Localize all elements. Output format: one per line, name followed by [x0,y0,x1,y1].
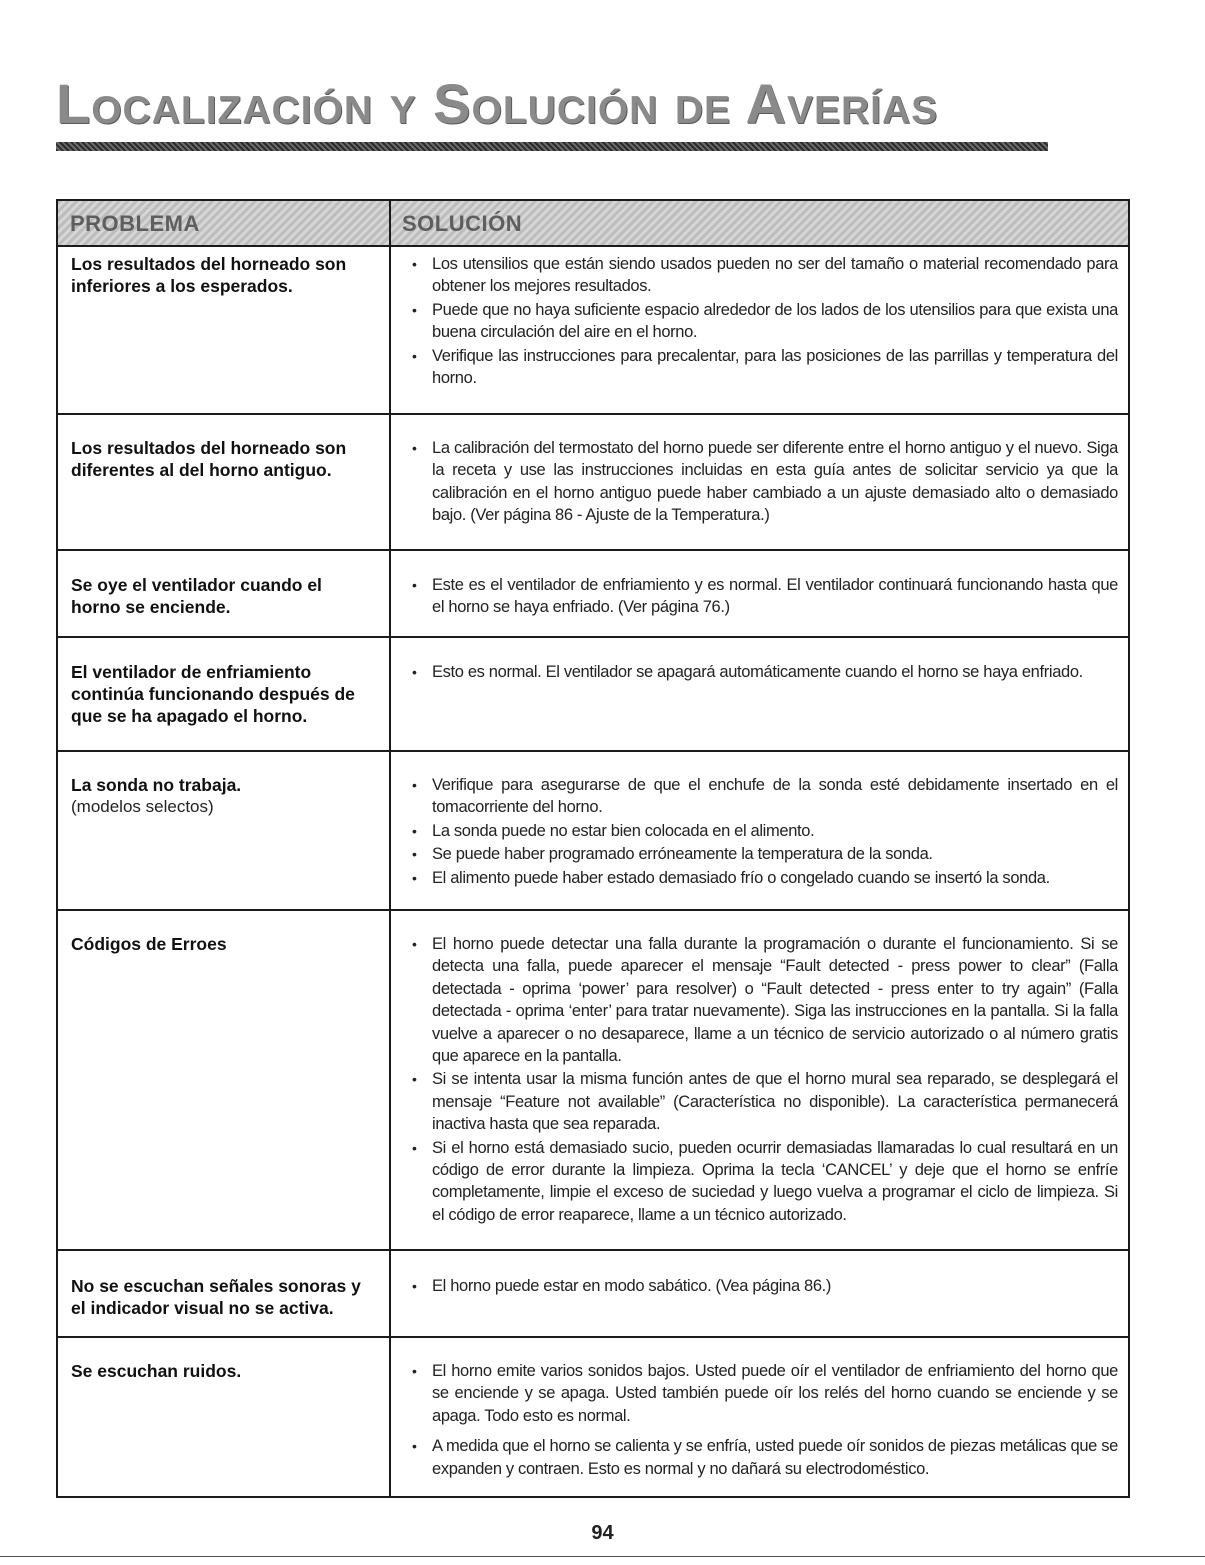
solution-list [410,1360,1118,1481]
problem-text: Se escuchan ruidos. [71,1361,242,1381]
problem-text: Los resultados del horneado son inferiores a los esperados. [71,254,347,296]
title-underline [56,142,1048,151]
problem-text: Códigos de Erroes [71,934,227,954]
table-row [58,911,1128,1251]
list-item: • Los utensilios que están siendo usados pueden no ser del tamaño o material recomendado para obtener los mejores resultados. [412,255,1118,296]
page-number: 94 [591,1522,614,1544]
list-item: • La calibración del termostato del horno puede ser diferente entre el horno antiguo y el nuevo. Siga la receta y use las instrucciones incluidas en esta guía antes de solicitar servicio ya que la calibración en el horno antiguo puede haber cambiado a un ajuste demasiado alto o demasiado bajo. (Ver página 86 - Ajuste de la Temperatura.) [412,439,1118,525]
solution-text: Si el horno está demasiado sucio, pueden ocurrir demasiadas llamaradas lo cual resultará en un código de error durante la limpieza. Oprima la tecla ‘CANCEL’ y deje que el horno se enfríe completamente, limpie el exceso de suciedad y luego vuelva a programar el ciclo de limpieza. Si el código de error reaparece, llame a un técnico autorizado. [432,1138,1118,1224]
problem-cell [71,774,371,818]
solution-text: El horno emite varios sonidos bajos. Usted puede oír el ventilador de enfriamiento del horno que se enciende y se apaga. Usted también puede oír los relés del horno cuando se enciende y se apaga. Todo esto es normal. [432,1362,1118,1425]
page-title: Localización y Solución de Averías [56,72,939,135]
list-item: • A medida que el horno se calienta y se enfría, usted puede oír sonidos de piezas metálicas que se expanden y contraen. Esto es normal y no dañará su electrodoméstico. [412,1437,1118,1478]
problem-text: No se escuchan señales sonoras y el indicador visual no se activa. [71,1276,361,1318]
solution-list [410,437,1118,528]
list-item: • La sonda puede no estar bien colocada en el alimento. [412,821,815,840]
solution-list [410,253,1118,390]
list-item: • El horno puede detectar una falla durante la programación o durante el funcionamiento. Si se detecta una falla, puede aparecer el mensaje “Fault detected - press power to clear” (Falla detectada - oprima ‘power’ para resolver) o “Fault detected - press enter to try again” (Falla detectada - oprima ‘enter’ para tratar nuevamente). Siga las instrucciones en la pantalla. Si la falla vuelve a aparecer o no desaparece, llame a un técnico de servicio autorizado o al número gratis que aparece en la pantalla. [412,935,1118,1066]
solution-text: La sonda puede no estar bien colocada en el alimento. [432,821,815,840]
solution-text: Se puede haber programado erróneamente la temperatura de la sonda. [432,845,933,864]
table-row [58,247,1128,415]
list-item: • Si se intenta usar la misma función antes de que el horno mural sea reparado, se desplegará el mensaje “Feature not available” (Característica no disponible). La característica permanecerá inactiva hasta que sea reparada. [412,1070,1118,1134]
header-problem: PROBLEMA [70,211,200,236]
list-item: • Puede que no haya suficiente espacio alrededor de los lados de los utensilios para que exista una buena circulación del aire en el horno. [412,300,1118,342]
solution-text: Este es el ventilador de enfriamiento y es normal. El ventilador continuará funcionando hasta que el horno se haya enfriado. (Ver página 76.) [432,576,1118,617]
list-item: • Verifique para asegurarse de que el enchufe de la sonda esté debidamente insertado en el tomacorriente del horno. [412,776,1118,817]
list-item: • Esto es normal. El ventilador se apagará automáticamente cuando el horno se haya enfriado. [412,663,1083,681]
solution-text: El alimento puede haber estado demasiado frío o congelado cuando se insertó la sonda. [432,868,1050,887]
problem-text: La sonda no trabaja. [71,775,242,795]
solution-list [410,574,1118,620]
list-item: • Si el horno está demasiado sucio, pueden ocurrir demasiadas llamaradas lo cual resultará en un código de error durante la limpieza. Oprima la tecla ‘CANCEL’ y deje que el horno se enfríe completamente, limpie el exceso de suciedad y luego vuelva a programar el ciclo de limpieza. Si el código de error reaparece, llame a un técnico autorizado. [412,1138,1118,1224]
solution-text: Los utensilios que están siendo usados pueden no ser del tamaño o material recomendado para obtener los mejores resultados. [432,255,1118,296]
list-item: • Se puede haber programado erróneamente la temperatura de la sonda. [412,845,933,864]
solution-text: La calibración del termostato del horno puede ser diferente entre el horno antiguo y el nuevo. Siga la receta y use las instrucciones incluidas en esta guía antes de solicitar servicio ya que la calibración en el horno antiguo puede haber cambiado a un ajuste demasiado alto o demasiado bajo. (Ver página 86 - Ajuste de la Temperatura.) [432,439,1118,525]
list-item: • Verifique las instrucciones para precalentar, para las posiciones de las parrillas y temperatura del horno. [412,346,1118,388]
solution-list [410,933,1118,1227]
bottom-rule [0,1556,1205,1557]
solution-text: Verifique las instrucciones para precalentar, para las posiciones de las parrillas y temperatura del horno. [432,346,1118,388]
solution-list [410,661,1118,684]
solution-text: Si se intenta usar la misma función antes de que el horno mural sea reparado, se desplegará el mensaje “Feature not available” (Característica no disponible). La característica permanecerá inactiva hasta que sea reparada. [432,1070,1118,1134]
table-header [58,201,1128,247]
table-row [58,1251,1128,1338]
troubleshooting-table [56,199,1130,1498]
header-solution: SOLUCIÓN [402,211,523,236]
solution-text: A medida que el horno se calienta y se enfría, usted puede oír sonidos de piezas metálicas que se expanden y contraen. Esto es normal y no dañará su electrodoméstico. [432,1437,1118,1478]
list-item: • El alimento puede haber estado demasiado frío o congelado cuando se insertó la sonda. [412,868,1050,887]
table-row [58,551,1128,638]
solution-list [410,774,1118,890]
list-item: • El horno emite varios sonidos bajos. Usted puede oír el ventilador de enfriamiento del horno que se enciende y se apaga. Usted también puede oír los relés del horno cuando se enciende y se apaga. Todo esto es normal. [412,1362,1118,1425]
list-item: • El horno puede estar en modo sabático. (Vea página 86.) [412,1277,832,1295]
solution-text: El horno puede detectar una falla durante la programación o durante el funcionamiento. Si se detecta una falla, puede aparecer el mensaje “Fault detected - press power to clear” (Falla detectada - oprima ‘power’ para resolver) o “Fault detected - press enter to try again” (Falla detectada - oprima ‘enter’ para tratar nuevamente). Siga las instrucciones en la pantalla. Si la falla vuelve a aparecer o no desaparece, llame a un técnico de servicio autorizado o al número gratis que aparece en la pantalla. [432,935,1118,1066]
problem-text: El ventilador de enfriamiento continúa funcionando después de que se ha apagado el horno. [71,662,355,726]
solution-text: Verifique para asegurarse de que el enchufe de la sonda esté debidamente insertado en el tomacorriente del horno. [432,776,1118,817]
table-row [58,752,1128,911]
table-row [58,1338,1128,1496]
solution-text: Esto es normal. El ventilador se apagará automáticamente cuando el horno se haya enfriado. [432,663,1083,681]
problem-text: Los resultados del horneado son diferentes al del horno antiguo. [71,438,347,480]
solution-list [410,1275,1118,1298]
column-divider [389,201,391,1496]
table-row [58,638,1128,752]
problem-note: (modelos selectos) [71,797,214,816]
table-row [58,415,1128,551]
solution-text: Puede que no haya suficiente espacio alrededor de los lados de los utensilios para que exista una buena circulación del aire en el horno. [432,300,1118,342]
solution-text: El horno puede estar en modo sabático. (Vea página 86.) [432,1277,832,1295]
list-item: • Este es el ventilador de enfriamiento y es normal. El ventilador continuará funcionando hasta que el horno se haya enfriado. (Ver página 76.) [412,576,1118,617]
problem-text: Se oye el ventilador cuando el horno se enciende. [71,575,322,617]
